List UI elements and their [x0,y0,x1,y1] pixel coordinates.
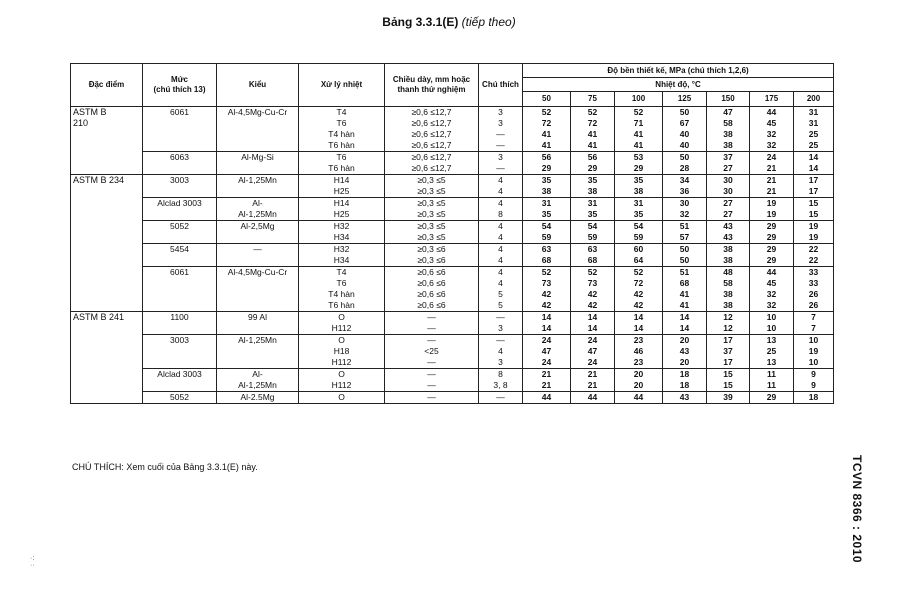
type-cell: — [217,244,299,267]
strength-cell-175: 11 11 [750,369,794,392]
strength-cell-125: 51 57 [663,221,707,244]
heat-treatment-cell: O H18 H112 [299,335,385,369]
grade-cell: Alclad 3003 [143,369,217,392]
strength-cell-125: 30 32 [663,198,707,221]
heat-treatment-cell: H14 H25 [299,175,385,198]
header-heat-treatment: Xử lý nhiệt [299,64,385,107]
strength-cell-125: 20 43 20 [663,335,707,369]
strength-cell-150: 30 30 [707,175,750,198]
heat-treatment-cell: H14 H25 [299,198,385,221]
type-cell: Al- Al-1,25Mn [217,198,299,221]
strength-cell-200: 19 19 [794,221,834,244]
strength-cell-175: 21 21 [750,175,794,198]
strength-cell-100: 52 72 42 42 [615,267,663,312]
strength-cell-50: 14 14 [523,312,571,335]
strength-cell-100: 23 46 23 [615,335,663,369]
strength-cell-50: 21 21 [523,369,571,392]
strength-cell-200: 18 [794,392,834,404]
header-temp-200: 200 [794,92,834,107]
header-temp-75: 75 [571,92,615,107]
strength-cell-200: 17 17 [794,175,834,198]
strength-cell-75: 31 35 [571,198,615,221]
strength-cell-100: 31 35 [615,198,663,221]
thickness-cell: ≥0,6 ≤12,7 ≥0,6 ≤12,7 ≥0,6 ≤12,7 ≥0,6 ≤12,7 [385,107,479,152]
strength-cell-200: 33 33 26 26 [794,267,834,312]
type-cell: Al-1,25Mn [217,175,299,198]
note-cell: 4 4 [479,175,523,198]
strength-cell-200: 14 14 [794,152,834,175]
table-header [71,64,834,107]
strength-cell-150: 43 43 [707,221,750,244]
type-cell: 99 Al [217,312,299,335]
strength-cell-175: 29 [750,392,794,404]
strength-cell-100: 54 59 [615,221,663,244]
strength-cell-150: 37 27 [707,152,750,175]
header-type: Kiểu [217,64,299,107]
table-row [71,107,834,152]
header-design-strength: Độ bền thiết kế, MPa (chú thích 1,2,6) [523,64,834,78]
strength-cell-75: 52 72 41 41 [571,107,615,152]
feature-cell: ASTM B 234 [71,175,143,312]
strength-cell-75: 35 38 [571,175,615,198]
standard-number-label: TCVN 8366 : 2010 [850,455,864,564]
strength-cell-100: 44 [615,392,663,404]
footnote: CHÚ THÍCH: Xem cuối của Bảng 3.3.1(E) này. [72,462,258,472]
strength-cell-150: 12 12 [707,312,750,335]
header-temp-125: 125 [663,92,707,107]
type-cell: Al-2,5Mg [217,221,299,244]
thickness-cell: ≥0,6 ≤6 ≥0,6 ≤6 ≥0,6 ≤6 ≥0,6 ≤6 [385,267,479,312]
strength-cell-200: 7 7 [794,312,834,335]
thickness-cell: ≥0,3 ≤6 ≥0,3 ≤6 [385,244,479,267]
strength-cell-150: 15 15 [707,369,750,392]
table-title-main: Bảng 3.3.1(E) [382,15,459,29]
note-cell: 4 8 [479,198,523,221]
table-row [71,152,834,175]
thickness-cell: ≥0,3 ≤5 ≥0,3 ≤5 [385,198,479,221]
header-temp-100: 100 [615,92,663,107]
grade-cell: 3003 [143,335,217,369]
table-title-continued: (tiếp theo) [461,15,516,29]
type-cell: Al-1,25Mn [217,335,299,369]
strength-cell-50: 31 35 [523,198,571,221]
grade-cell: 5052 [143,221,217,244]
note-cell: 4 4 [479,221,523,244]
heat-treatment-cell: O H112 [299,369,385,392]
heat-treatment-cell: T6 T6 hàn [299,152,385,175]
strength-cell-175: 10 10 [750,312,794,335]
table-row [71,244,834,267]
header-thickness: Chiều dày, mm hoặc thanh thử nghiệm [385,64,479,107]
design-strength-table [70,63,834,404]
strength-cell-150: 39 [707,392,750,404]
note-cell: 4 4 5 5 [479,267,523,312]
thickness-cell: — — [385,312,479,335]
table-body [71,107,834,404]
type-cell: Al-Mg-Si [217,152,299,175]
grade-cell: 6063 [143,152,217,175]
type-cell: Al-4,5Mg-Cu-Cr [217,267,299,312]
strength-cell-150: 27 27 [707,198,750,221]
note-cell: — 3 [479,312,523,335]
scan-speck: ·: ·· [30,555,35,569]
strength-cell-75: 24 47 24 [571,335,615,369]
strength-cell-150: 47 58 38 38 [707,107,750,152]
header-temperature: Nhiệt độ, °C [523,78,834,92]
table-row [71,335,834,369]
strength-cell-100: 35 38 [615,175,663,198]
strength-cell-125: 34 36 [663,175,707,198]
strength-cell-50: 63 68 [523,244,571,267]
strength-cell-125: 50 67 40 40 [663,107,707,152]
grade-cell: 5454 [143,244,217,267]
strength-cell-50: 52 73 42 42 [523,267,571,312]
thickness-cell: — <25 — [385,335,479,369]
heat-treatment-cell: T4 T6 T4 hàn T6 hàn [299,267,385,312]
thickness-cell: ≥0,3 ≤5 ≥0,3 ≤5 [385,221,479,244]
table-row [71,312,834,335]
strength-cell-125: 51 68 41 41 [663,267,707,312]
strength-cell-125: 43 [663,392,707,404]
strength-cell-175: 44 45 32 32 [750,267,794,312]
type-cell: Al-4,5Mg-Cu-Cr [217,107,299,152]
header-temp-175: 175 [750,92,794,107]
strength-cell-50: 56 29 [523,152,571,175]
table-title [0,15,898,29]
table-row [71,175,834,198]
strength-cell-175: 29 29 [750,221,794,244]
feature-cell: ASTM B 210 [71,107,143,175]
strength-cell-150: 17 37 17 [707,335,750,369]
strength-cell-75: 14 14 [571,312,615,335]
strength-cell-100: 20 20 [615,369,663,392]
thickness-cell: ≥0,3 ≤5 ≥0,3 ≤5 [385,175,479,198]
note-cell: — [479,392,523,404]
grade-cell: 5052 [143,392,217,404]
strength-cell-100: 52 71 41 41 [615,107,663,152]
strength-cell-100: 14 14 [615,312,663,335]
table-row [71,198,834,221]
thickness-cell: — [385,392,479,404]
header-grade: Mức (chú thích 13) [143,64,217,107]
type-cell: Al- Al-1,25Mn [217,369,299,392]
table-row [71,267,834,312]
strength-cell-175: 24 21 [750,152,794,175]
strength-cell-125: 50 50 [663,244,707,267]
strength-cell-125: 14 14 [663,312,707,335]
strength-cell-75: 56 29 [571,152,615,175]
strength-cell-200: 10 19 10 [794,335,834,369]
table-row [71,392,834,404]
note-cell: 3 — [479,152,523,175]
note-cell: 3 3 — — [479,107,523,152]
grade-cell: Alclad 3003 [143,198,217,221]
note-cell: 8 3, 8 [479,369,523,392]
grade-cell: 3003 [143,175,217,198]
header-temp-50: 50 [523,92,571,107]
table-row [71,369,834,392]
heat-treatment-cell: H32 H34 [299,221,385,244]
strength-cell-50: 24 47 24 [523,335,571,369]
heat-treatment-cell: O H112 [299,312,385,335]
heat-treatment-cell: O [299,392,385,404]
header-note: Chú thích [479,64,523,107]
strength-cell-50: 44 [523,392,571,404]
strength-cell-175: 29 29 [750,244,794,267]
table-row [71,221,834,244]
strength-cell-150: 38 38 [707,244,750,267]
strength-cell-75: 63 68 [571,244,615,267]
grade-cell: 6061 [143,107,217,152]
strength-cell-200: 31 31 25 25 [794,107,834,152]
strength-cell-125: 50 28 [663,152,707,175]
strength-cell-50: 52 72 41 41 [523,107,571,152]
grade-cell: 6061 [143,267,217,312]
strength-cell-175: 19 19 [750,198,794,221]
strength-cell-75: 54 59 [571,221,615,244]
strength-cell-100: 53 29 [615,152,663,175]
strength-cell-75: 21 21 [571,369,615,392]
strength-cell-175: 13 25 13 [750,335,794,369]
strength-cell-175: 44 45 32 32 [750,107,794,152]
strength-cell-200: 9 9 [794,369,834,392]
header-feature: Đặc điểm [71,64,143,107]
strength-cell-200: 22 22 [794,244,834,267]
strength-cell-75: 44 [571,392,615,404]
grade-cell: 1100 [143,312,217,335]
heat-treatment-cell: H32 H34 [299,244,385,267]
strength-cell-75: 52 73 42 42 [571,267,615,312]
strength-cell-150: 48 58 38 38 [707,267,750,312]
type-cell: Al-2.5Mg [217,392,299,404]
feature-cell: ASTM B 241 [71,312,143,404]
strength-cell-125: 18 18 [663,369,707,392]
strength-cell-100: 60 64 [615,244,663,267]
note-cell: 4 4 [479,244,523,267]
thickness-cell: ≥0,6 ≤12,7 ≥0,6 ≤12,7 [385,152,479,175]
header-temp-150: 150 [707,92,750,107]
strength-cell-50: 54 59 [523,221,571,244]
heat-treatment-cell: T4 T6 T4 hàn T6 hàn [299,107,385,152]
strength-cell-200: 15 15 [794,198,834,221]
note-cell: — 4 3 [479,335,523,369]
thickness-cell: — — [385,369,479,392]
strength-cell-50: 35 38 [523,175,571,198]
